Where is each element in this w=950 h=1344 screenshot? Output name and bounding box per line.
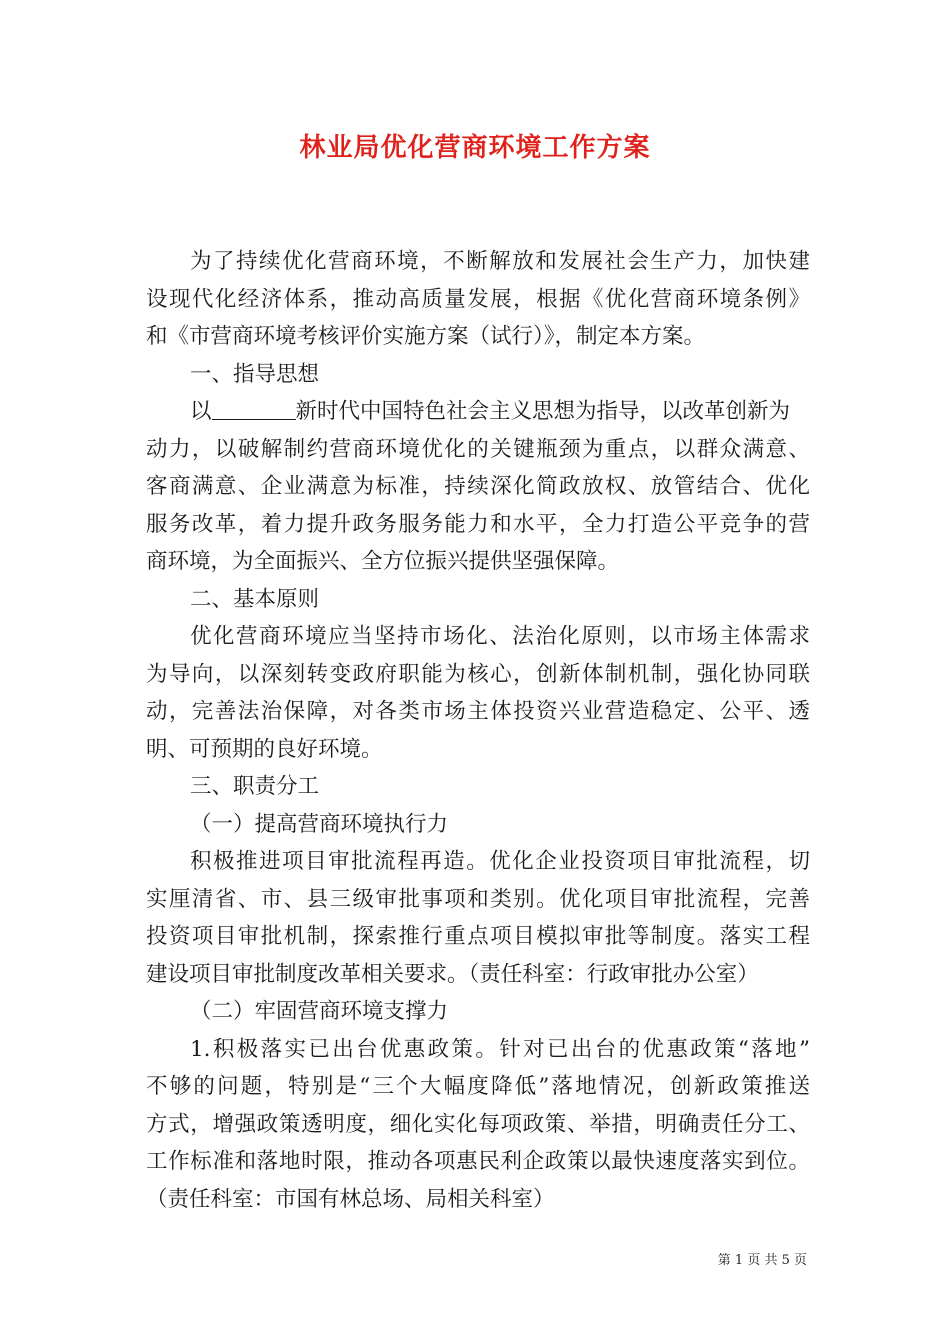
section-heading: 二、基本原则 <box>190 586 320 612</box>
paragraph-line: 积极推进项目审批流程再造。优化企业投资项目审批流程，切 <box>190 849 810 874</box>
paragraph-line: 1.积极落实已出台优惠政策。针对已出台的优惠政策“落地” <box>190 1036 810 1062</box>
section-heading: 一、指导思想 <box>190 361 320 387</box>
paragraph-line: 不够的问题，特别是“三个大幅度降低”落地情况，创新政策推送 <box>146 1074 810 1099</box>
paragraph-line: 工作标准和落地时限，推动各项惠民利企政策以最快速度落实到位。 <box>146 1149 810 1174</box>
paragraph-line: 设现代化经济体系，推动高质量发展，根据《优化营商环境条例》 <box>146 286 810 312</box>
line-prefix: 以 <box>190 399 212 424</box>
subsection-heading: （一）提高营商环境执行力 <box>190 811 449 837</box>
paragraph-line: 实厘清省、市、县三级审批事项和类别。优化项目审批流程，完善 <box>146 886 810 912</box>
paragraph-line: 投资项目审批机制，探索推行重点项目模拟审批等制度。落实工程 <box>146 924 810 949</box>
paragraph-line: 建设项目审批制度改革相关要求。（责任科室：行政审批办公室） <box>146 961 759 987</box>
paragraph-line: 动力，以破解制约营商环境优化的关键瓶颈为重点，以群众满意、 <box>146 436 810 462</box>
paragraph-line: 客商满意、企业满意为标准，持续深化简政放权、放管结合、优化 <box>146 474 810 499</box>
line-suffix: 新时代中国特色社会主义思想为指导，以改革创新为 <box>295 399 791 424</box>
paragraph-line: 服务改革，着力提升政务服务能力和水平，全力打造公平竞争的营 <box>146 511 810 537</box>
paragraph-line: 和《市营商环境考核评价实施方案（试行）》，制定本方案。 <box>146 324 706 349</box>
paragraph-line: 为了持续优化营商环境，不断解放和发展社会生产力，加快建 <box>190 249 810 274</box>
paragraph-line: 为导向，以深刻转变政府职能为核心，创新体制机制，强化协同联 <box>146 661 810 687</box>
paragraph-line: 动，完善法治保障，对各类市场主体投资兴业营造稳定、公平、透 <box>146 699 810 724</box>
paragraph-line: 方式，增强政策透明度，细化实化每项政策、举措，明确责任分工、 <box>146 1111 810 1137</box>
paragraph-line: （责任科室：市国有林总场、局相关科室） <box>146 1186 555 1212</box>
paragraph-line: 明、可预期的良好环境。 <box>146 736 383 762</box>
page-number: 第 1 页 共 5 页 <box>717 1253 807 1268</box>
subsection-heading: （二）牢固营商环境支撑力 <box>190 999 449 1024</box>
section-heading: 三、职责分工 <box>190 774 320 799</box>
paragraph-line <box>146 393 810 431</box>
document-title: 林业局优化营商环境工作方案 <box>299 133 651 163</box>
paragraph-line: 优化营商环境应当坚持市场化、法治化原则，以市场主体需求 <box>190 624 810 649</box>
document-body <box>146 243 810 1218</box>
paragraph-line: 商环境，为全面振兴、全方位振兴提供坚强保障。 <box>146 549 620 574</box>
fill-in-blank <box>212 399 296 420</box>
